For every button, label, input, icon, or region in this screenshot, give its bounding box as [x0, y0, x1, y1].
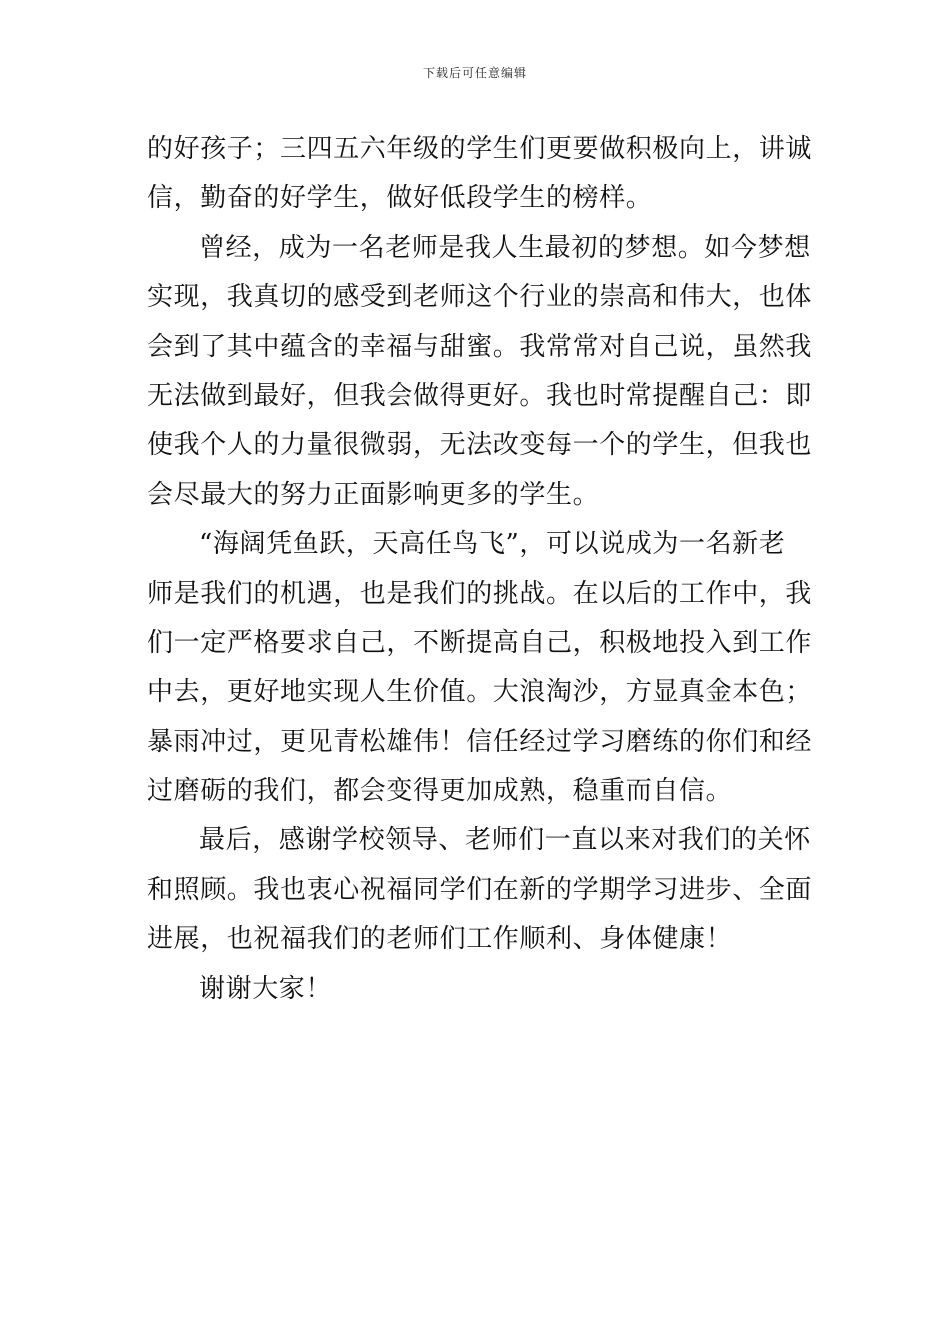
text-line: 会到了其中蕴含的幸福与甜蜜。我常常对自己说，虽然我 [147, 331, 813, 362]
text-line: 和照顾。我也衷心祝福同学们在新的学期学习进步、全面 [147, 874, 813, 905]
text-line: 无法做到最好，但我会做得更好。我也时常提醒自己：即 [147, 380, 813, 411]
text-line: 过磨砺的我们，都会变得更加成熟，稳重而自信。 [147, 776, 733, 807]
text-line: 的好孩子；三四五六年级的学生们更要做积极向上，讲诚 [147, 134, 813, 164]
text-line: 暴雨冲过，更见青松雄伟！信任经过学习磨练的你们和经 [147, 726, 813, 757]
paragraph-start-line: 最后，感谢学校领导、老师们一直以来对我们的关怀 [199, 825, 811, 856]
text-line: 中去，更好地实现人生价值。大浪淘沙，方显真金本色； [147, 677, 813, 708]
closing-line: 谢谢大家！ [199, 973, 333, 1004]
document-body [147, 125, 813, 1014]
text-line: 会尽最大的努力正面影响更多的学生。 [147, 479, 600, 510]
paragraph-start-line: 曾经，成为一名老师是我人生最初的梦想。如今梦想 [199, 232, 811, 263]
paragraph-start-line: “海阔凭鱼跃，天高任鸟飞”，可以说成为一名新老 [199, 529, 786, 560]
text-line: 信，勤奋的好学生，做好低段学生的榜样。 [147, 183, 653, 214]
text-line: 们一定严格要求自己，不断提高自己，积极地投入到工作 [147, 627, 813, 658]
text-line: 师是我们的机遇，也是我们的挑战。在以后的工作中，我 [147, 578, 813, 609]
text-line: 使我个人的力量很微弱，无法改变每一个的学生，但我也 [147, 430, 813, 461]
page-header: 下载后可任意编辑 [422, 66, 527, 80]
text-line: 进展，也祝福我们的老师们工作顺利、身体健康！ [147, 924, 733, 955]
text-line: 实现，我真切的感受到老师这个行业的崇高和伟大，也体 [147, 282, 813, 313]
